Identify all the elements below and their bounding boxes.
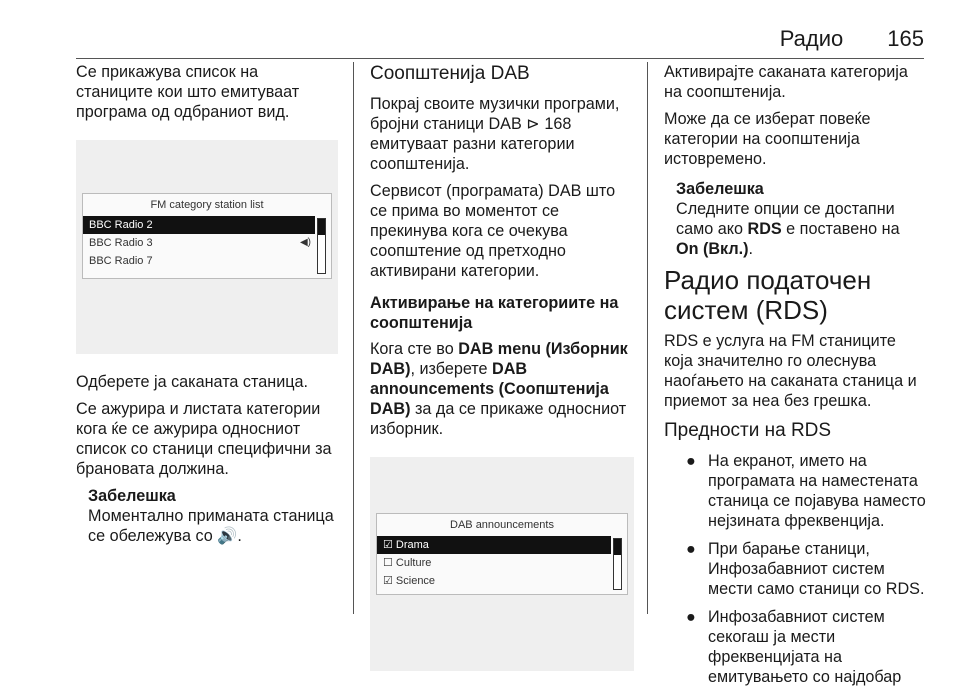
column-3 [664,62,926,695]
scrollbar[interactable] [317,218,326,274]
subheading: Активирање на категориите на соопштенија [370,294,619,332]
column-2 [370,62,634,671]
category-label: ☑ Science [383,575,436,587]
category-item[interactable] [377,536,611,554]
paragraph: Кога сте во DAB menu (Изборник DAB), изберете DAB announcements (Соопштенија DAB) за да се прикаже односниот изборник. [370,340,628,438]
benefits-list [664,451,926,687]
station-item[interactable] [83,252,315,270]
station-label: BBC Radio 3 [89,237,153,249]
note-heading: Забелешка [676,180,764,198]
category-item[interactable] [377,554,611,572]
scrollbar[interactable] [613,538,622,590]
note-block [76,486,338,546]
paragraph: RDS е услуга на FM станиците која значително го олеснува наоѓањето на саканата станица и приемот за неа без грешка. [664,332,917,410]
fm-category-figure [76,140,338,354]
category-item[interactable] [377,572,611,590]
note-block [664,179,926,259]
category-label: ☑ Drama [383,539,429,551]
dab-announcements-figure [370,457,634,671]
note-heading: Забелешка [88,487,176,505]
chapter-title: Радио [779,26,844,51]
bullet-icon: ● [686,608,696,626]
scroll-thumb[interactable] [318,219,325,235]
bullet-icon: ● [686,540,696,558]
column-divider-1 [353,62,354,614]
page-number: 165 [887,26,924,51]
paragraph: Активирајте саканата категорија на соопштенија. [664,63,908,101]
screen-title: FM category station list [150,199,264,211]
station-label: BBC Radio 7 [89,255,153,267]
header-rule [76,58,924,59]
section-heading: Радио податочен систем (RDS) [664,265,872,325]
page-header [780,26,924,52]
subheading: Предности на RDS [664,420,832,441]
paragraph: Се прикажува список на станиците кои што емитуваат програма од одбраниот вид. [76,63,300,121]
list-item: ● Инфозабавниот систем секогаш ја мести фреквенцијата на емитувањето со најдобар [686,608,902,686]
list-item: ● При барање станици, Инфозабавниот систем мести само станици со RDS. [686,540,925,598]
paragraph: Одберете ја саканата станица. [76,373,309,391]
paragraph: Сервисот (програмата) DAB што се прима во моментот се прекинува кога се очекува соопштение од претходно активирани категории. [370,182,616,280]
bullet-icon: ● [686,452,696,470]
dab-screen [376,513,628,595]
paragraph: Се ажурира и листата категории кога ќе се ажурира односниот список со станици специфични за брановата должина. [76,400,332,478]
list-item: ● На екранот, името на програмата на наместената станица се појавува наместо нејзината фреквенција. [686,452,926,530]
column-divider-2 [647,62,648,614]
paragraph: Покрај своите музички програми, бројни станици DAB ⊳ 168 емитуваат разни категории соопштенија. [370,95,620,173]
paragraph: Може да се изберат повеќе категории на соопштенија истовремено. [664,110,871,168]
note-text: Моментално приманата станица се обележува со 🔊. [88,507,334,545]
column-1 [76,62,338,546]
fm-category-screen [82,193,332,279]
scroll-thumb[interactable] [614,539,621,555]
station-item[interactable] [83,216,315,234]
speaker-icon: ◀) [299,237,311,248]
station-item[interactable] [83,234,315,252]
category-label: ☐ Culture [383,557,432,569]
section-heading: Соопштенија DAB [370,63,530,84]
screen-title: DAB announcements [450,519,554,531]
station-label: BBC Radio 2 [89,219,153,231]
note-text: Следните опции се достапни само ако RDS е поставено на On (Вкл.). [676,200,900,258]
